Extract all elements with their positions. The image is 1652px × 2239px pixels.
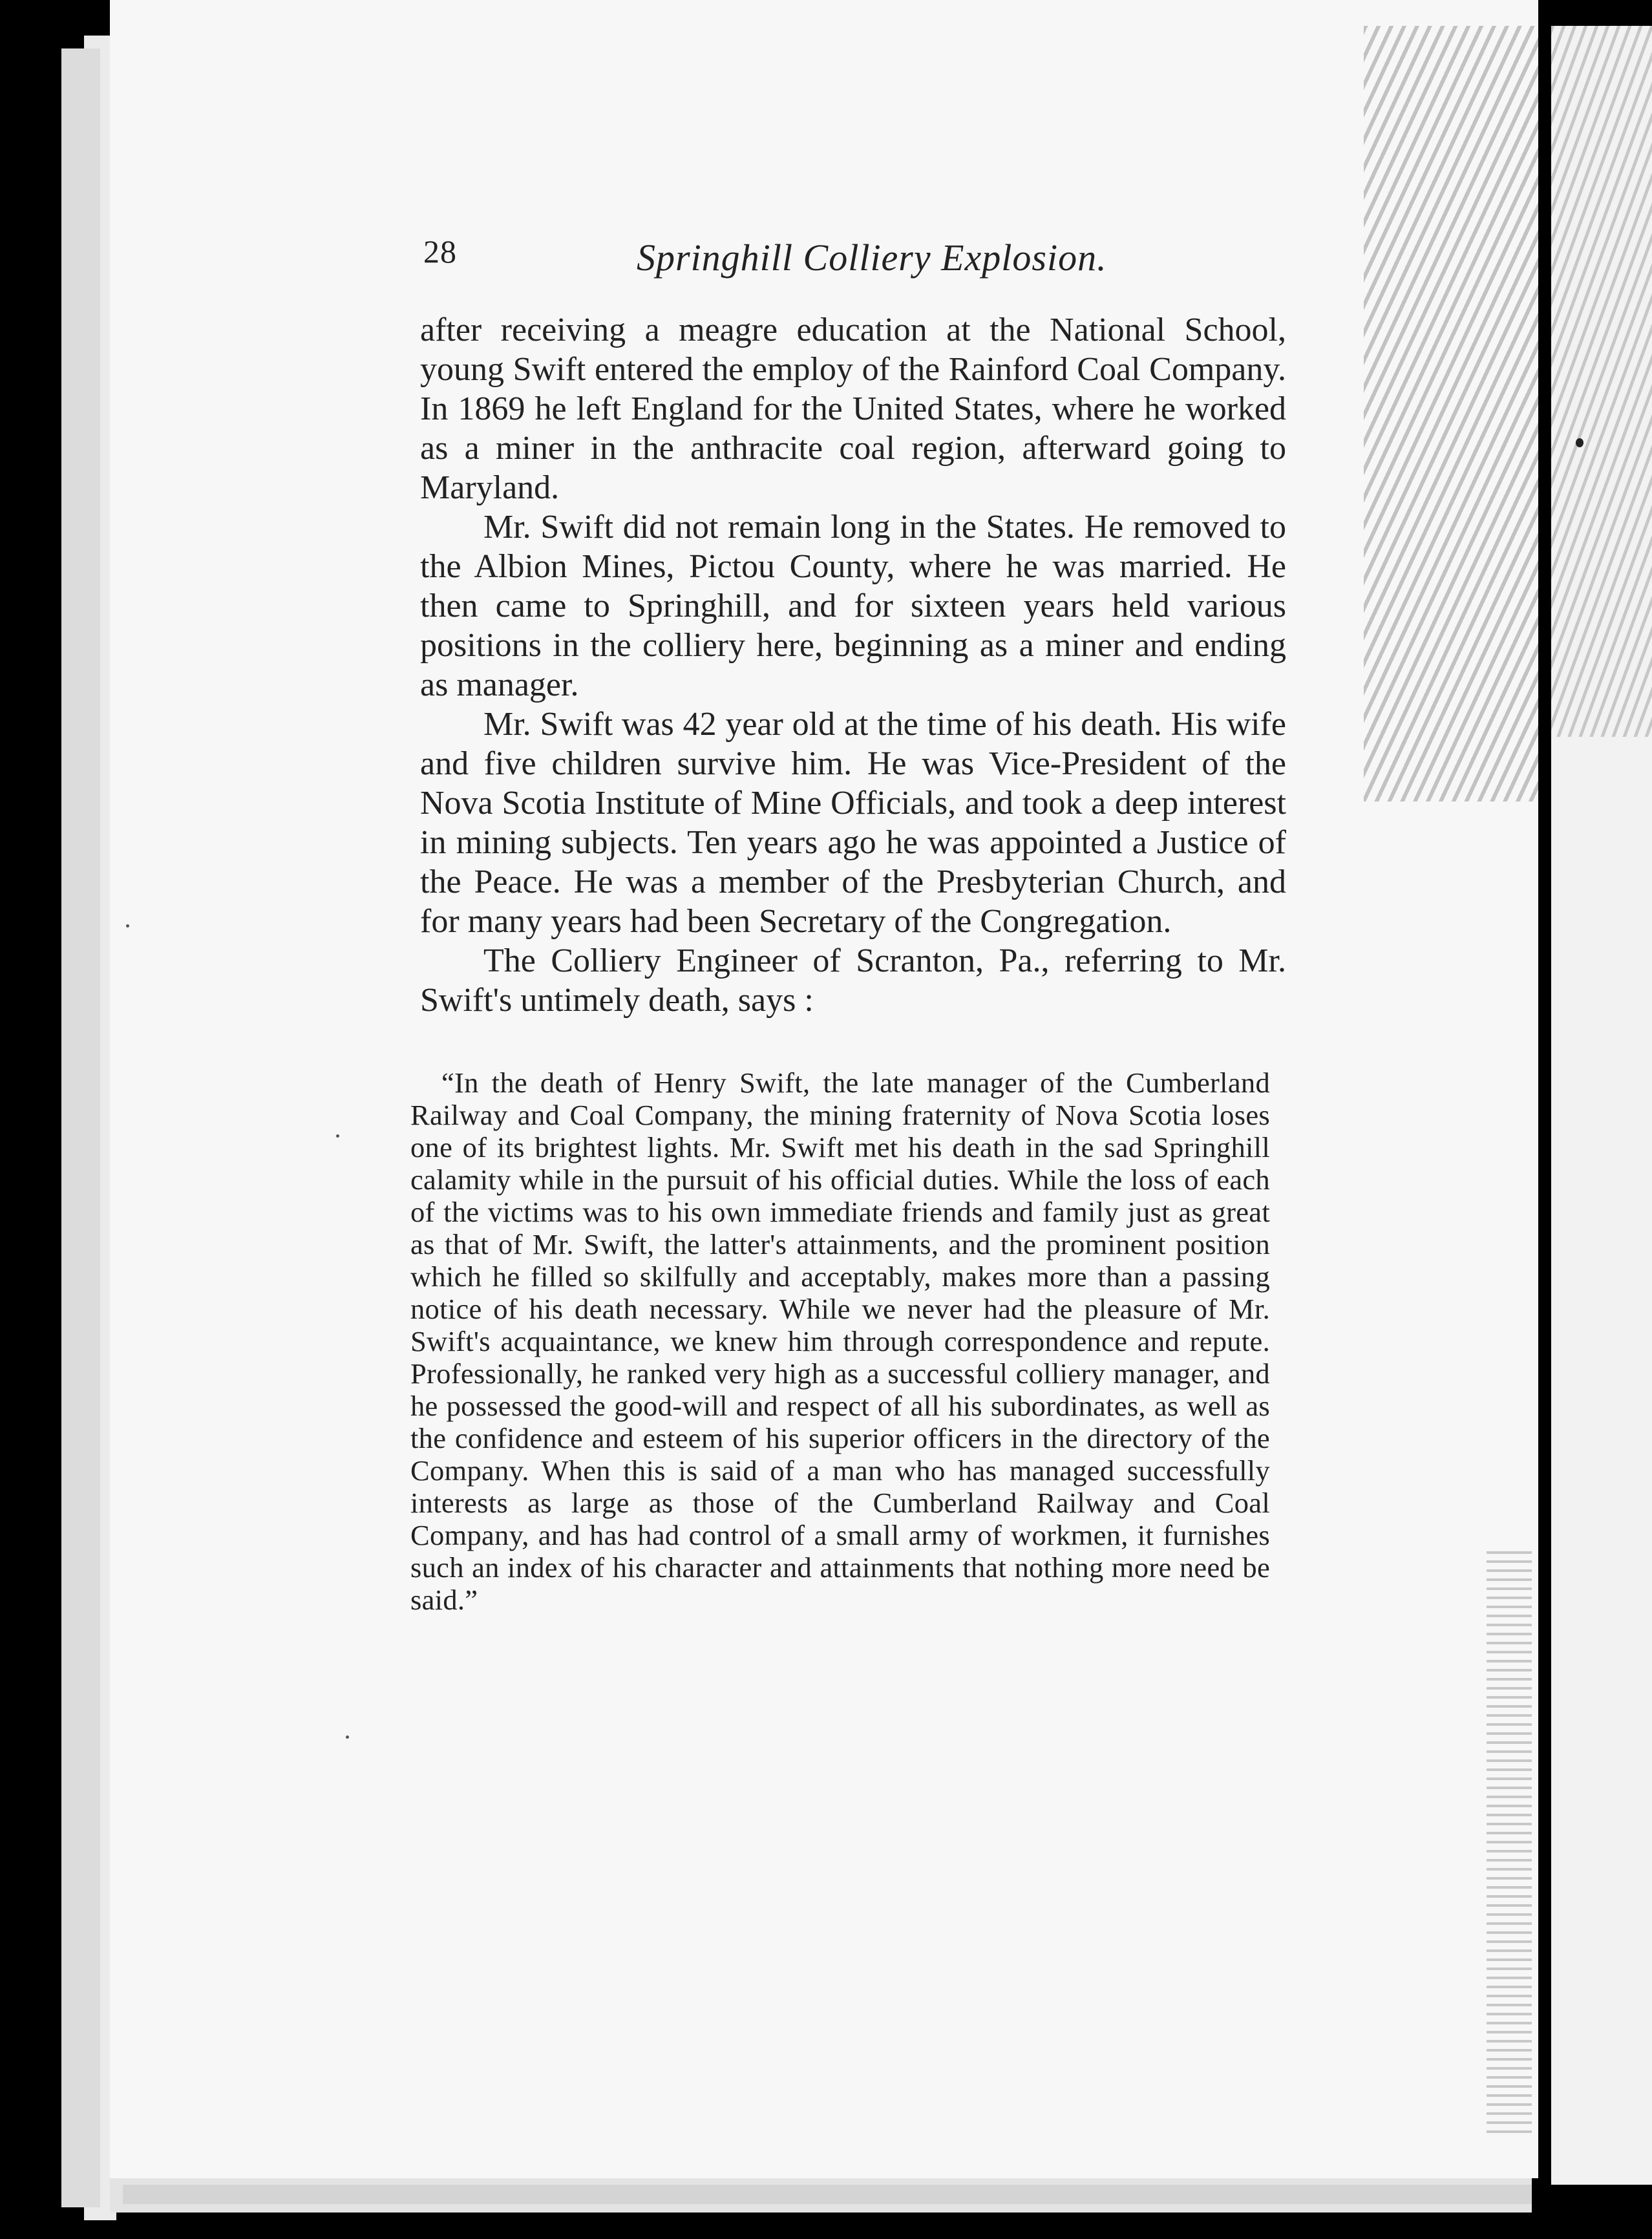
quote-text: “In the death of Henry Swift, the late manager of the Cumberland Railway and Coal Company, the mining fraternity of Nova Scotia loses one of its brightest lights. Mr. Swift met his death in the sad Springhill calamity while in the pursuit of his official duties. While the loss of each of the victims was to his own immediate friends and family just as great as that of Mr. Swift, the latter's attainments, and the prominent position which he filled so skilfully and acceptably, makes more than a passing notice of his death necessary. While we never had the pleasure of Mr. Swift's acquaintance, we knew him through correspondence and repute. Professionally, he ranked very high as a successful colliery manager, and he possessed the good-will and respect of all his subordinates, as well as the confidence and esteem of his superior officers in the directory of the Company. When this is said of a man who has managed successfully interests as large as those of the Cumberland Railway and Coal Company, and has had control of a small army of workmen, it furnishes such an index of his character and attainments that nothing more need be said.”: [410, 1066, 1270, 1616]
paper-speck: [346, 1735, 349, 1739]
page-stack-edge: [61, 48, 100, 2207]
paragraph: after receiving a meagre education at the National School, young Swift entered the employ of the Rainford Coal Company. In 1869 he left England for the United States, where he worked as a miner in the anthracite coal region, afterward going to Maryland.: [420, 312, 1286, 506]
facing-page-mark: [1576, 438, 1583, 447]
paragraph: Mr. Swift was 42 year old at the time of his death. His wife and five children survive him. He was Vice-President of the Nova Scotia Institute of Mine Officials, and took a deep interest in mining subjects. Ten years ago he was appointed a Justice of the Peace. He was a member of the Presbyterian Church, and for many years had been Secretary of the Congregation.: [420, 706, 1286, 940]
block-quote: [410, 1066, 1270, 1616]
running-title: Springhill Colliery Explosion.: [637, 237, 1107, 279]
body-text: [420, 310, 1286, 1020]
paper-speck: [126, 924, 129, 928]
paragraph: The Colliery Engineer of Scranton, Pa., referring to Mr. Swift's untimely death, says :: [420, 942, 1286, 1019]
page-number: 28: [423, 233, 457, 270]
page-stack-bottom: [123, 2185, 1532, 2204]
gutter-shadow: [1487, 1551, 1532, 2133]
gutter-shadow: [1364, 26, 1538, 801]
paragraph: Mr. Swift did not remain long in the States. He removed to the Albion Mines, Pictou County, where he was married. He then came to Springhill, and for sixteen years held various positions in the colliery here, beginning as a miner and ending as manager.: [420, 509, 1286, 703]
paper-speck: [336, 1134, 339, 1138]
facing-page-shadow: [1551, 26, 1652, 737]
